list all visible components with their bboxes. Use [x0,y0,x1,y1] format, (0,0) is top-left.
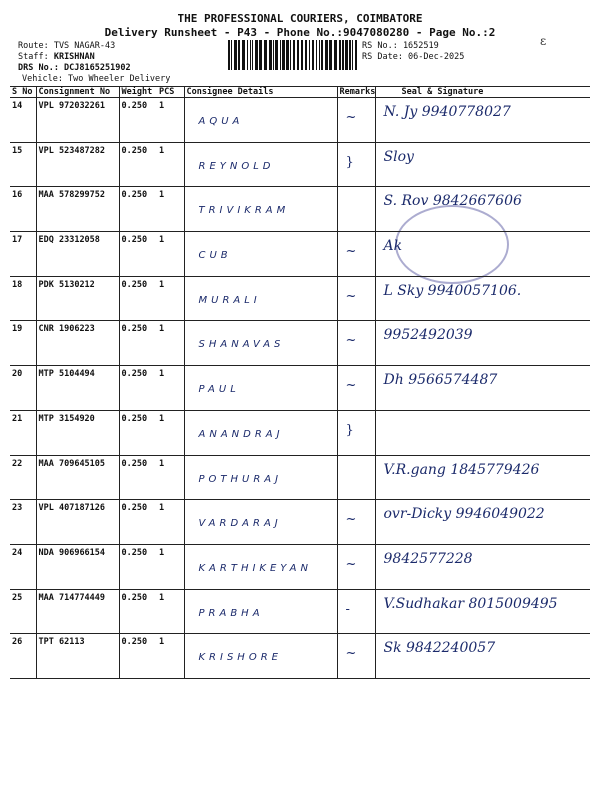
row-pcs: 1 [157,276,184,321]
row-weight: 0.250 [119,589,157,634]
row-pcs: 1 [157,589,184,634]
row-consignee [184,187,337,232]
row-sno: 25 [10,589,36,634]
row-weight: 0.250 [119,187,157,232]
signature-handwriting: 9842577228 [383,550,473,567]
signature-handwriting: Ak [383,238,403,255]
runsheet-table [10,86,590,679]
row-sno: 21 [10,410,36,455]
row-consignment-no: MTP 5104494 [36,366,119,411]
row-signature [375,232,590,277]
table-row [10,321,590,366]
row-weight: 0.250 [119,500,157,545]
remark-mark: ~ [345,556,357,572]
signature-handwriting: Sk 9842240057 [383,640,496,657]
row-pcs: 1 [157,544,184,589]
row-consignee [184,455,337,500]
row-consignee [184,366,337,411]
row-pcs: 1 [157,321,184,366]
row-weight: 0.250 [119,410,157,455]
row-consignment-no: NDA 906966154 [36,544,119,589]
remark-mark: ~ [345,288,357,304]
route-label: Route: TVS NAGAR-43 [18,41,116,51]
corner-handwritten-mark: ɛ [540,34,547,48]
remark-mark: ~ [345,646,357,662]
row-weight: 0.250 [119,232,157,277]
table-row [10,589,590,634]
table-header-row [10,87,590,98]
row-sno: 16 [10,187,36,232]
signature-handwriting: 9952492039 [383,327,473,344]
row-consignment-no: VPL 523487282 [36,142,119,187]
consignee-handwriting: VARDARAJ [198,518,282,530]
row-signature [375,634,590,679]
table-row [10,455,590,500]
row-remarks [337,187,375,232]
row-consignment-no: MAA 714774449 [36,589,119,634]
remark-mark: ~ [345,512,357,528]
table-row [10,410,590,455]
remark-mark: ~ [345,333,357,349]
row-consignment-no: CNR 1906223 [36,321,119,366]
consignee-handwriting: SHANAVAS [198,339,285,351]
row-consignee [184,321,337,366]
row-pcs: 1 [157,232,184,277]
row-consignee [184,98,337,143]
staff-label: Staff: [18,52,54,62]
rs-number: RS No.: 1652519 [362,41,439,51]
consignee-handwriting: TRIVIKRAM [198,205,290,217]
row-remarks [337,589,375,634]
row-consignee [184,634,337,679]
row-consignment-no: EDQ 23312058 [36,232,119,277]
row-consignee [184,544,337,589]
consignee-handwriting: PAUL [198,384,240,396]
remark-mark: ~ [345,378,357,394]
table-row [10,142,590,187]
row-weight: 0.250 [119,142,157,187]
row-consignment-no: VPL 407187126 [36,500,119,545]
row-signature [375,276,590,321]
signature-handwriting: V.Sudhakar 8015009495 [383,595,558,612]
row-consignee [184,232,337,277]
table-row [10,232,590,277]
col-header-consignment: Consignment No [36,87,119,98]
row-sno: 17 [10,232,36,277]
consignee-handwriting: CUB [198,250,232,262]
row-signature [375,187,590,232]
row-signature [375,142,590,187]
signature-handwriting: Dh 9566574487 [383,372,498,389]
row-pcs: 1 [157,634,184,679]
signature-handwriting: N. Jy 9940778027 [383,104,511,120]
row-sno: 15 [10,142,36,187]
row-consignee [184,276,337,321]
col-header-consignee: Consignee Details [184,87,337,98]
row-remarks [337,634,375,679]
remark-mark: ~ [345,110,357,125]
table-row [10,634,590,679]
consignee-handwriting: POTHURAJ [198,473,283,485]
drs-number: DRS No.: DCJ8165251902 [18,63,131,73]
consignee-handwriting: KARTHIKEYAN [198,562,312,574]
row-consignee [184,500,337,545]
row-signature [375,544,590,589]
consignee-handwriting: REYNOLD [198,160,275,172]
barcode [228,40,358,70]
row-signature [375,98,590,143]
staff-name: KRISHNAN [53,52,95,62]
signature-handwriting: Sloy [383,148,414,165]
rs-date: RS Date: 06-Dec-2025 [362,52,465,62]
consignee-handwriting: AQUA [198,116,244,127]
col-header-sno: S No [10,87,36,98]
row-remarks [337,366,375,411]
consignee-handwriting: ANANDRAJ [198,428,284,440]
row-sno: 19 [10,321,36,366]
row-weight: 0.250 [119,321,157,366]
row-consignment-no: PDK 5130212 [36,276,119,321]
row-remarks [337,98,375,143]
table-row [10,366,590,411]
table-row [10,500,590,545]
row-signature [375,410,590,455]
row-sno: 26 [10,634,36,679]
row-remarks [337,500,375,545]
row-pcs: 1 [157,187,184,232]
row-signature [375,321,590,366]
row-weight: 0.250 [119,634,157,679]
row-weight: 0.250 [119,455,157,500]
row-sno: 18 [10,276,36,321]
row-sno: 14 [10,98,36,143]
row-sno: 20 [10,366,36,411]
row-consignee [184,142,337,187]
row-weight: 0.250 [119,276,157,321]
row-consignment-no: MAA 578299752 [36,187,119,232]
table-row [10,187,590,232]
consignee-handwriting: MURALI [198,294,261,306]
signature-handwriting: V.R.gang 1845779426 [383,461,540,478]
col-header-signature: Seal & Signature [375,87,590,98]
row-consignee [184,589,337,634]
row-remarks [337,455,375,500]
row-pcs: 1 [157,366,184,411]
row-signature [375,500,590,545]
remark-mark: - [345,601,350,617]
row-consignment-no: VPL 972032261 [36,98,119,143]
row-consignment-no: MAA 709645105 [36,455,119,500]
row-weight: 0.250 [119,98,157,143]
signature-handwriting: L Sky 9940057106. [383,282,522,299]
vehicle-type: Vehicle: Two Wheeler Delivery [22,74,171,84]
table-row [10,98,590,143]
row-pcs: 1 [157,455,184,500]
row-signature [375,366,590,411]
row-remarks [337,410,375,455]
staff-line [18,52,95,62]
row-remarks [337,232,375,277]
row-weight: 0.250 [119,544,157,589]
row-signature [375,455,590,500]
row-sno: 22 [10,455,36,500]
row-pcs: 1 [157,500,184,545]
table-row [10,276,590,321]
col-header-weight: Weight [119,87,157,98]
remark-mark: } [345,154,354,170]
row-signature [375,589,590,634]
row-pcs: 1 [157,98,184,143]
remark-mark: ~ [345,244,357,260]
consignee-handwriting: PRABHA [198,607,264,619]
row-remarks [337,321,375,366]
signature-handwriting: S. Rov 9842667606 [383,193,522,210]
row-remarks [337,544,375,589]
runsheet-title: Delivery Runsheet - P43 - Phone No.:9047080280 - Page No.:2 [104,26,496,39]
company-name: THE PROFESSIONAL COURIERS, COIMBATORE [177,12,423,25]
row-pcs: 1 [157,142,184,187]
col-header-remarks: Remarks [337,87,375,98]
row-sno: 24 [10,544,36,589]
row-consignment-no: MTP 3154920 [36,410,119,455]
consignee-handwriting: KRISHORE [198,652,282,664]
row-remarks [337,142,375,187]
remark-mark: } [345,422,354,438]
row-remarks [337,276,375,321]
row-weight: 0.250 [119,366,157,411]
col-header-pcs: PCS [157,87,184,98]
row-sno: 23 [10,500,36,545]
row-consignee [184,410,337,455]
signature-handwriting: ovr-Dicky 9946049022 [383,506,545,523]
table-row [10,544,590,589]
row-pcs: 1 [157,410,184,455]
row-consignment-no: TPT 62113 [36,634,119,679]
